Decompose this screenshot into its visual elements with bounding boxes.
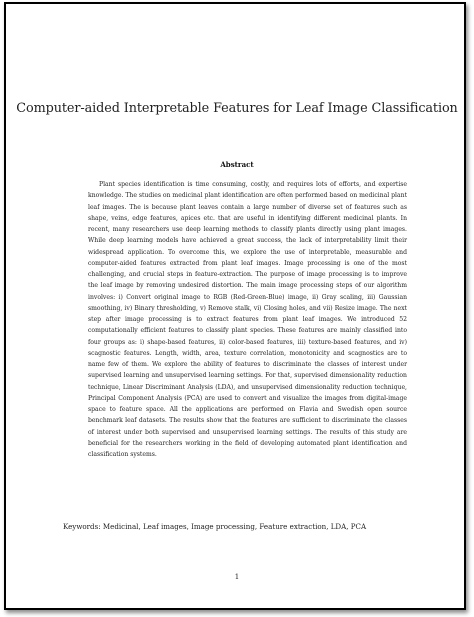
abstract-body: Plant species identification is time consuming, costly, and requires lots of efforts, and expertise knowledge. The studies on medicinal plant identification are often performed based on medicinal plant leaf images. The is because plant leaves contain a large number of diverse set of features such as shape, veins, edge features, apices etc. that are useful in identifying different medicinal plants. In recent, many researchers use deep learning methods to classify plants directly using plant images. While deep learning models have achieved a great success, the lack of interpretability limit their widespread application. To overcome this, we explore the use of interpretable, measurable and computer-aided features extracted from plant leaf images. Image processing is one of the most challenging, and crucial steps in feature-extraction. The purpose of image processing is to improve the leaf image by removing undesired distortion. The main image processing steps of our algorithm involves: i) Convert original image to RGB (Red-Green-Blue) image, ii) Gray scaling, iii) Gaussian smoothing, iv) Binary thresholding, v) Remove stalk, vi) Closing holes, and vii) Resize image. The next step after image processing is to extract features from plant leaf images. We introduced 52 computationally efficient features to classify plant species. These features are mainly classified into four groups as: i) shape-based features, ii) color-based features, iii) texture-based features, and iv) scagnostic features. Length, width, area, texture correlation, monotonicity and scagnostics are to name few of them. We explore the ability of features to discriminate the classes of interest under supervised learning and unsupervised learning settings. For that, supervised dimensionality reduction technique, Linear Discriminant Analysis (LDA), and unsupervised dimensionality reduction technique, Principal Component Analysis (PCA) are used to convert and visualize the images from digital-image space to feature space. All the applications are performed on Flavia and Swedish open source benchmark leaf datasets. The results show that the features are sufficient to discriminate the classes of interest under both supervised and unsupervised learning settings. The results of this study are beneficial for the researchers working in the field of developing automated plant identification and classification systems. bbox=[88, 181, 408, 458]
keywords-line: Keywords: Medicinal, Leaf images, Image processing, Feature extraction, LDA, PCA bbox=[63, 522, 367, 531]
abstract-heading: Abstract bbox=[220, 160, 254, 169]
page-number: 1 bbox=[234, 573, 240, 581]
paper-title: Computer-aided Interpretable Features for Leaf Image Classification bbox=[16, 101, 458, 116]
document-page bbox=[4, 2, 466, 610]
